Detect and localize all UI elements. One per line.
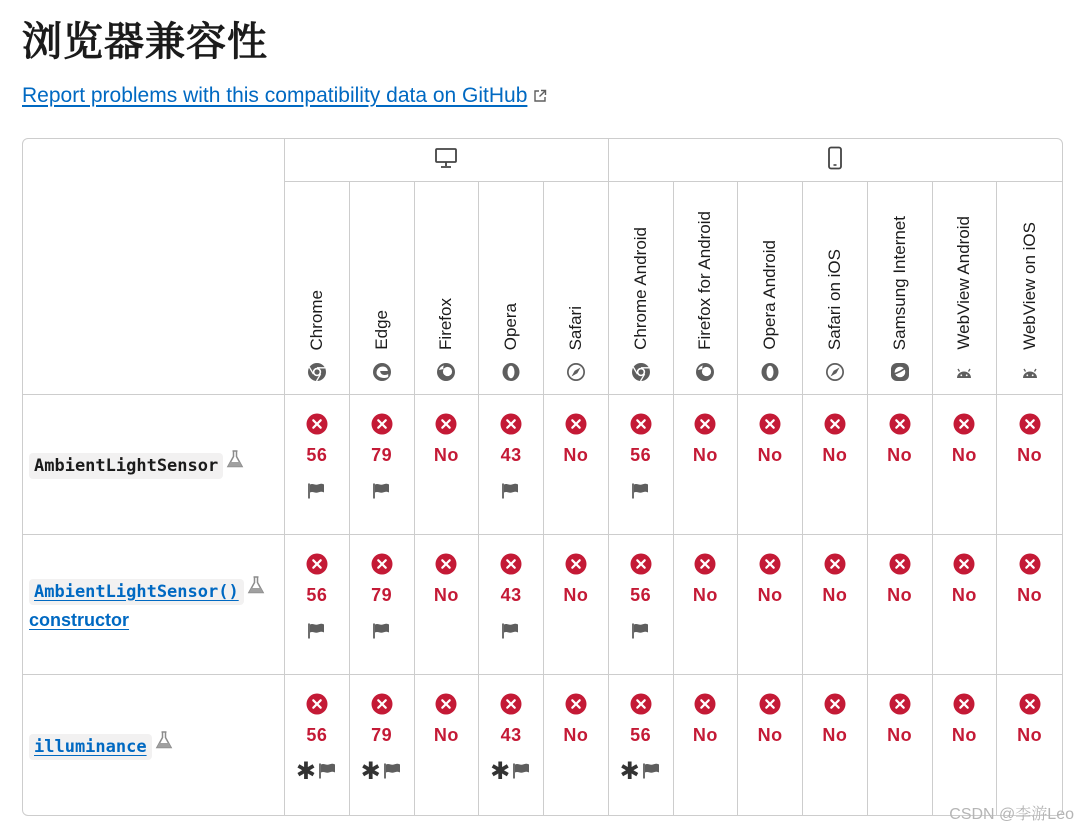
feature-name-cell [23, 675, 285, 815]
support-notes [609, 757, 673, 785]
safari-icon [566, 362, 586, 382]
no-support-icon [565, 693, 587, 715]
no-support-icon [565, 413, 587, 435]
no-support-icon [306, 553, 328, 575]
compat-table [22, 138, 1063, 816]
browser-name: Safari on iOS [824, 248, 844, 350]
browser-name: WebView Android [954, 216, 974, 350]
support-cell[interactable] [609, 395, 674, 535]
edge-icon [372, 362, 392, 382]
support-version: No [563, 725, 589, 745]
support-notes [350, 480, 414, 502]
support-version: No [822, 445, 848, 465]
support-cell[interactable] [285, 395, 350, 535]
no-support-icon [306, 693, 328, 715]
support-version: 56 [630, 585, 652, 605]
opera-icon [760, 362, 780, 382]
support-cell[interactable] [738, 535, 803, 675]
support-cell[interactable] [544, 395, 609, 535]
flag-icon [383, 762, 403, 780]
support-cell[interactable] [738, 675, 803, 815]
support-version: 43 [500, 725, 522, 745]
support-version: No [757, 445, 783, 465]
support-notes [350, 757, 414, 785]
support-cell[interactable] [674, 395, 739, 535]
chrome-icon [631, 362, 651, 382]
no-support-icon [694, 553, 716, 575]
support-cell[interactable] [997, 395, 1062, 535]
browser-header [933, 182, 998, 395]
browser-name: WebView on iOS [1019, 222, 1039, 350]
browser-name: Chrome [306, 289, 326, 350]
report-link-label: Report problems with this compatibility data on GitHub [22, 84, 528, 107]
support-cell[interactable] [609, 535, 674, 675]
support-version: No [951, 725, 977, 745]
corner-cell [23, 139, 285, 395]
browser-header [544, 182, 609, 395]
flag-icon [372, 622, 392, 640]
support-cell[interactable] [933, 535, 998, 675]
support-version: No [757, 585, 783, 605]
mobile-icon [826, 146, 844, 170]
support-version: No [822, 585, 848, 605]
browser-header [609, 182, 674, 395]
report-problems-link[interactable] [22, 84, 547, 108]
flag-icon [318, 762, 338, 780]
support-version: No [563, 445, 589, 465]
flag-icon [642, 762, 662, 780]
no-support-icon [306, 413, 328, 435]
support-cell[interactable] [350, 395, 415, 535]
asterisk-icon: ✱ [360, 757, 381, 785]
support-notes [479, 620, 543, 642]
experimental-flask-icon [154, 730, 174, 750]
support-notes [285, 620, 349, 642]
no-support-icon [565, 553, 587, 575]
support-version: No [433, 585, 459, 605]
browser-header [803, 182, 868, 395]
flag-icon [501, 482, 521, 500]
browser-name: Chrome Android [630, 227, 650, 350]
no-support-icon [630, 693, 652, 715]
browser-header [674, 182, 739, 395]
browser-name: Opera [501, 302, 521, 350]
firefox-icon [695, 362, 715, 382]
support-cell[interactable] [415, 675, 480, 815]
no-support-icon [371, 693, 393, 715]
no-support-icon [1019, 413, 1041, 435]
support-cell[interactable] [803, 675, 868, 815]
flag-icon [631, 482, 651, 500]
platform-row [23, 139, 1062, 182]
no-support-icon [759, 553, 781, 575]
support-cell[interactable] [674, 535, 739, 675]
browser-header [997, 182, 1062, 395]
support-notes [285, 757, 349, 785]
no-support-icon [824, 553, 846, 575]
no-support-icon [435, 413, 457, 435]
browser-header [868, 182, 933, 395]
flag-icon [501, 622, 521, 640]
support-version: No [433, 445, 459, 465]
firefox-icon [436, 362, 456, 382]
support-version: 56 [306, 725, 328, 745]
no-support-icon [371, 413, 393, 435]
support-version: No [951, 585, 977, 605]
chrome-icon [307, 362, 327, 382]
watermark: CSDN @李游Leo [949, 806, 1074, 823]
support-version: No [1017, 585, 1043, 605]
no-support-icon [630, 553, 652, 575]
support-cell[interactable] [479, 535, 544, 675]
support-notes [285, 480, 349, 502]
support-version: No [692, 445, 718, 465]
support-cell[interactable] [997, 535, 1062, 675]
no-support-icon [500, 413, 522, 435]
support-cell[interactable] [868, 675, 933, 815]
support-cell[interactable] [674, 675, 739, 815]
feature-name: AmbientLightSensor [29, 453, 223, 479]
browser-header [415, 182, 480, 395]
support-version: No [433, 725, 459, 745]
support-cell[interactable] [350, 675, 415, 815]
support-cell[interactable] [350, 535, 415, 675]
browser-name: Opera Android [760, 240, 780, 350]
no-support-icon [500, 553, 522, 575]
support-version: No [692, 725, 718, 745]
feature-name-cell [23, 395, 285, 535]
support-cell[interactable] [933, 395, 998, 535]
asterisk-icon: ✱ [295, 757, 316, 785]
support-notes [609, 480, 673, 502]
no-support-icon [824, 693, 846, 715]
support-version: No [1017, 725, 1043, 745]
support-notes [479, 480, 543, 502]
flag-icon [372, 482, 392, 500]
platform-desktop [285, 139, 609, 182]
support-version: No [1017, 445, 1043, 465]
no-support-icon [953, 553, 975, 575]
support-version: No [887, 725, 913, 745]
flag-icon [631, 622, 651, 640]
browser-name: Firefox for Android [695, 211, 715, 350]
support-version: 79 [371, 585, 393, 605]
support-version: 56 [630, 445, 652, 465]
support-version: No [563, 585, 589, 605]
no-support-icon [759, 693, 781, 715]
support-cell[interactable] [738, 395, 803, 535]
flag-icon [512, 762, 532, 780]
support-cell[interactable] [868, 535, 933, 675]
support-version: No [887, 585, 913, 605]
no-support-icon [889, 553, 911, 575]
no-support-icon [435, 693, 457, 715]
asterisk-icon: ✱ [490, 757, 511, 785]
external-link-icon [533, 89, 547, 103]
samsung-icon [890, 362, 910, 382]
support-version: No [887, 445, 913, 465]
support-notes [609, 620, 673, 642]
android-icon [954, 362, 974, 382]
support-cell[interactable] [479, 395, 544, 535]
experimental-flask-icon [225, 449, 245, 469]
no-support-icon [435, 553, 457, 575]
support-version: No [757, 725, 783, 745]
browser-name: Samsung Internet [889, 215, 909, 350]
browser-name: Edge [371, 310, 391, 350]
support-cell[interactable] [285, 675, 350, 815]
opera-icon [501, 362, 521, 382]
support-version: No [951, 445, 977, 465]
support-version: 56 [306, 445, 328, 465]
support-cell[interactable] [803, 395, 868, 535]
support-version: No [692, 585, 718, 605]
feature-name[interactable]: AmbientLightSensor() [29, 579, 244, 605]
desktop-icon [434, 147, 458, 169]
support-cell[interactable] [609, 675, 674, 815]
support-cell[interactable] [415, 535, 480, 675]
feature-row [23, 535, 1062, 675]
browser-header [350, 182, 415, 395]
platform-mobile [609, 139, 1062, 182]
support-version: 79 [371, 725, 393, 745]
flag-icon [307, 622, 327, 640]
browser-name: Firefox [436, 298, 456, 350]
no-support-icon [500, 693, 522, 715]
asterisk-icon: ✱ [619, 757, 640, 785]
support-version: 56 [306, 585, 328, 605]
android-icon [1020, 362, 1040, 382]
support-notes [350, 620, 414, 642]
feature-suffix-link[interactable]: constructor [29, 609, 130, 630]
page-title: 浏览器兼容性 [22, 19, 268, 65]
support-cell[interactable] [415, 395, 480, 535]
browser-header [738, 182, 803, 395]
no-support-icon [953, 413, 975, 435]
support-notes [479, 757, 543, 785]
support-cell[interactable] [933, 675, 998, 815]
feature-row [23, 395, 1062, 535]
support-cell[interactable] [544, 675, 609, 815]
support-version: 79 [371, 445, 393, 465]
support-cell[interactable] [868, 395, 933, 535]
no-support-icon [953, 693, 975, 715]
support-version: 43 [500, 445, 522, 465]
browser-name: Safari [565, 305, 585, 350]
no-support-icon [1019, 553, 1041, 575]
feature-row [23, 675, 1062, 815]
support-cell[interactable] [803, 535, 868, 675]
no-support-icon [694, 693, 716, 715]
no-support-icon [1019, 693, 1041, 715]
support-version: 56 [630, 725, 652, 745]
support-version: 43 [500, 585, 522, 605]
no-support-icon [694, 413, 716, 435]
support-cell[interactable] [997, 675, 1062, 815]
feature-name[interactable]: illuminance [29, 734, 152, 760]
no-support-icon [889, 413, 911, 435]
flag-icon [307, 482, 327, 500]
no-support-icon [630, 413, 652, 435]
no-support-icon [889, 693, 911, 715]
feature-name-cell [23, 535, 285, 675]
support-cell[interactable] [479, 675, 544, 815]
no-support-icon [824, 413, 846, 435]
support-cell[interactable] [544, 535, 609, 675]
no-support-icon [759, 413, 781, 435]
browser-header [285, 182, 350, 395]
safari-icon [825, 362, 845, 382]
browser-header [479, 182, 544, 395]
support-cell[interactable] [285, 535, 350, 675]
experimental-flask-icon [246, 575, 266, 595]
no-support-icon [371, 553, 393, 575]
support-version: No [822, 725, 848, 745]
